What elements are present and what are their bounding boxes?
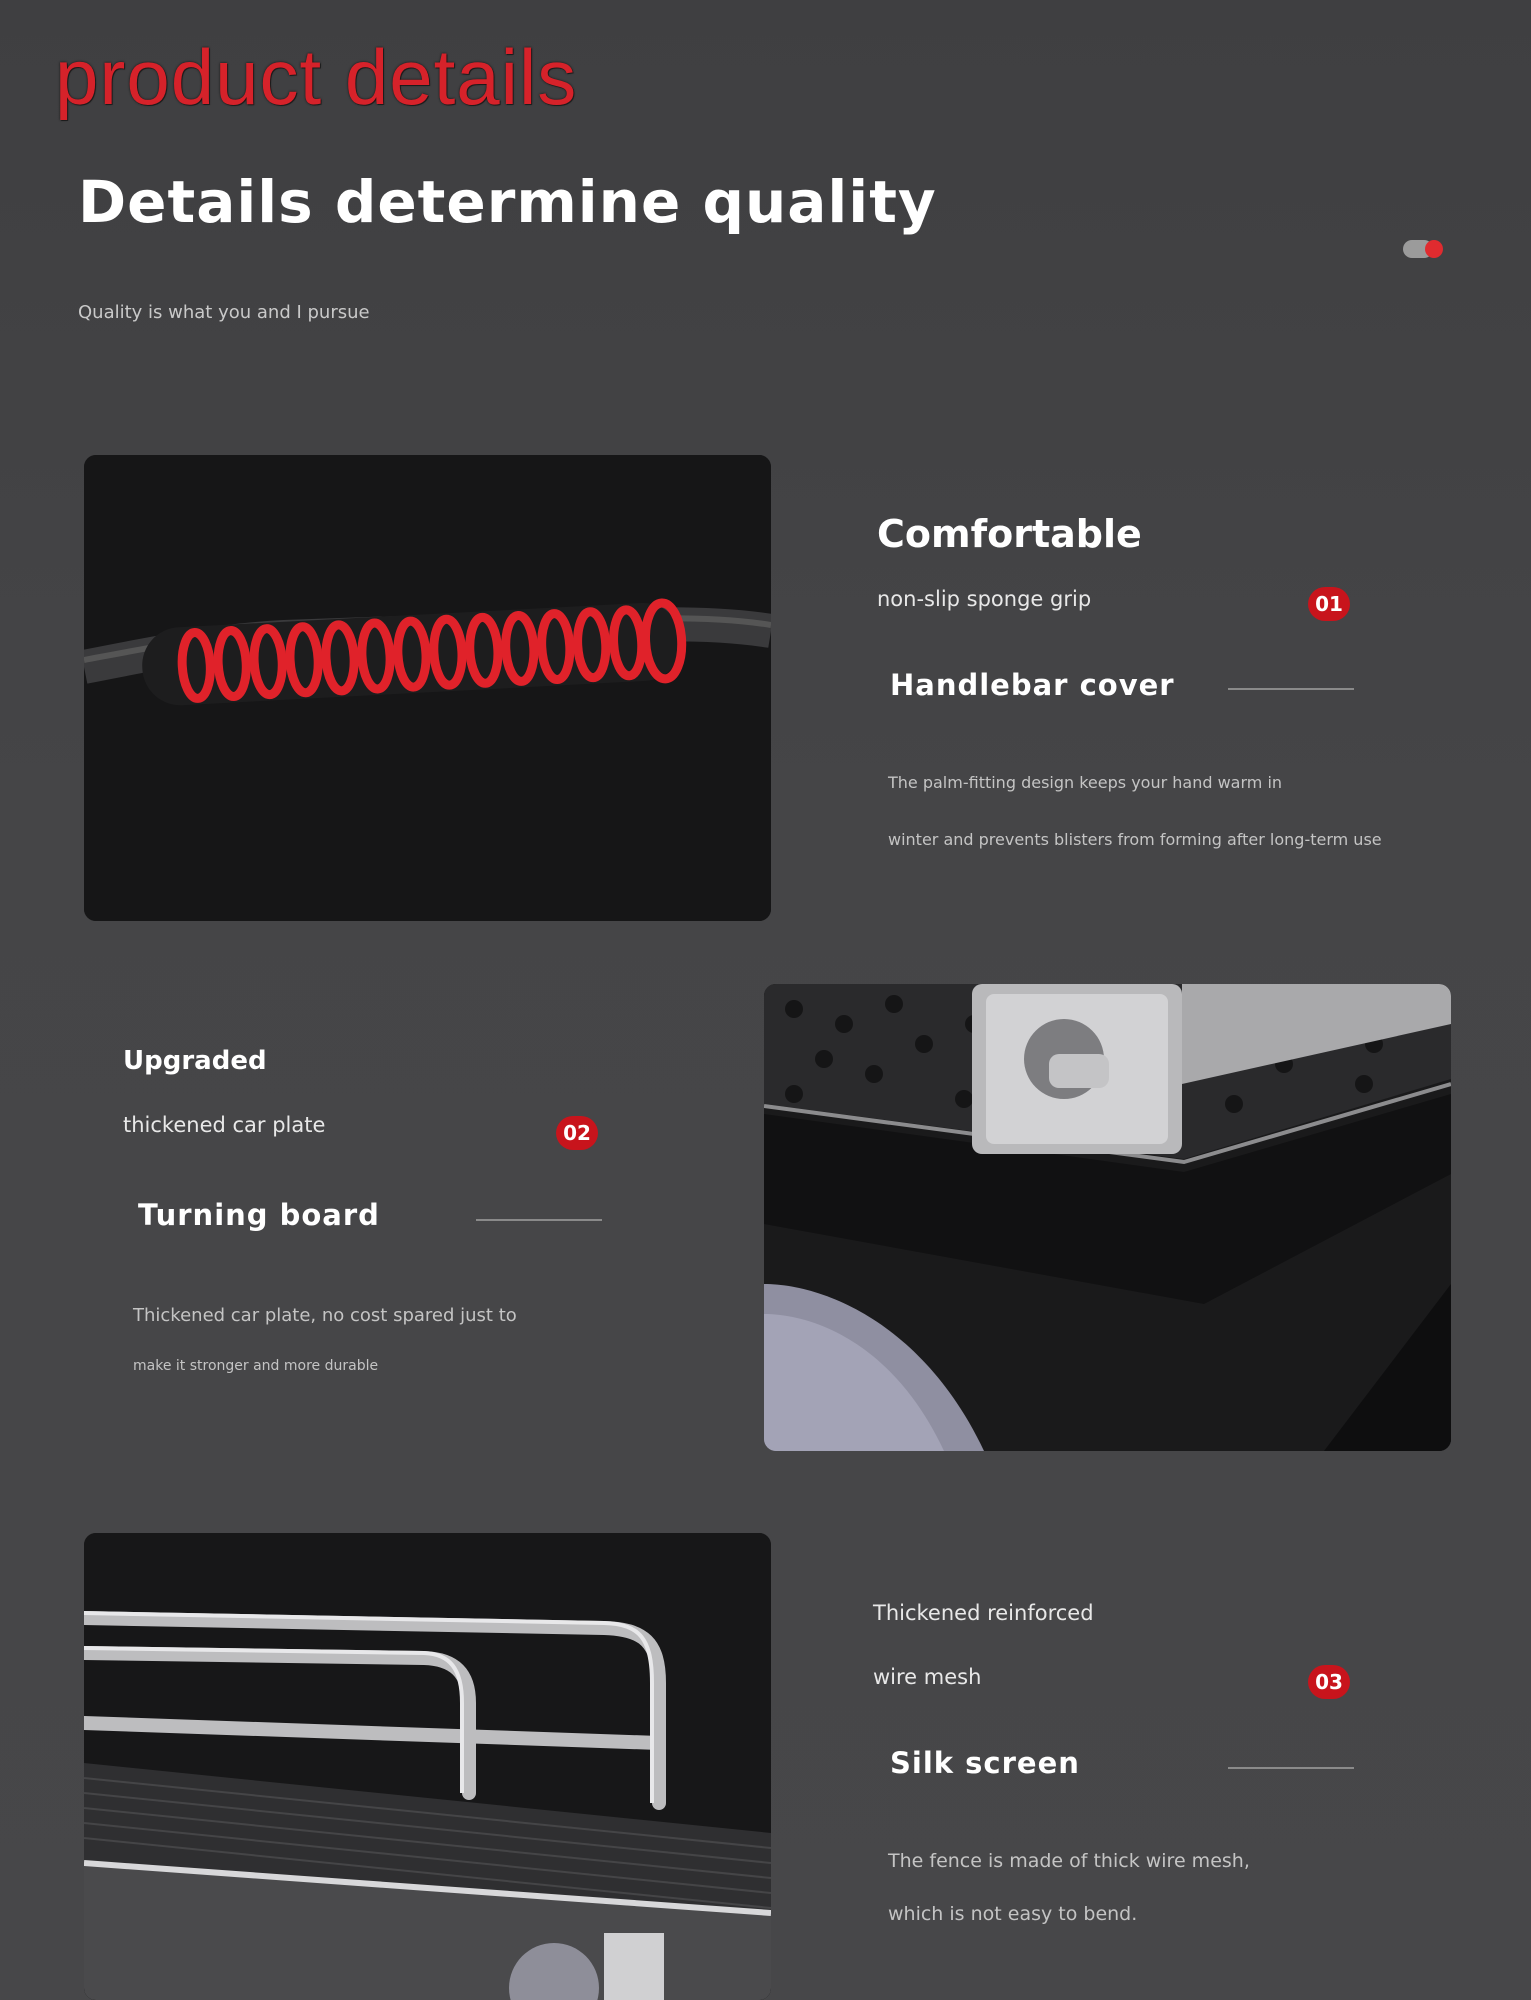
page-label: product details — [55, 33, 578, 121]
feature-1-title: Comfortable — [877, 512, 1142, 556]
feature-2-label: thickened car plate — [123, 1113, 326, 1137]
page-title: Details determine quality — [78, 168, 937, 236]
feature-1-desc-line1: The palm-fitting design keeps your hand warm in — [888, 773, 1283, 792]
handlebar-grip-image — [84, 455, 771, 921]
feature-3-divider — [1228, 1767, 1354, 1769]
feature-2-desc-line2: make it stronger and more durable — [133, 1358, 379, 1374]
feature-2-desc-line1: Thickened car plate, no cost spared just to — [133, 1305, 517, 1326]
feature-2-divider — [476, 1219, 602, 1221]
feature-3-desc-line1: The fence is made of thick wire mesh, — [888, 1850, 1250, 1872]
feature-2-badge: 02 — [556, 1116, 598, 1150]
feature-3-desc-line2: which is not easy to bend. — [888, 1903, 1138, 1925]
feature-3-label: wire mesh — [873, 1665, 982, 1689]
feature-3-badge: 03 — [1308, 1665, 1350, 1699]
feature-2-name: Turning board — [138, 1198, 380, 1232]
feature-3-title: Thickened reinforced — [873, 1601, 1094, 1625]
caster-wheel-image — [764, 984, 1451, 1451]
feature-1-desc-line2: winter and prevents blisters from forming after long-term use — [888, 830, 1382, 849]
page-subtitle: Quality is what you and I pursue — [78, 302, 370, 323]
feature-1-name: Handlebar cover — [890, 668, 1175, 702]
toggle-dots-icon — [1403, 238, 1455, 260]
wire-fence-image — [84, 1533, 771, 2000]
feature-1-badge: 01 — [1308, 587, 1350, 621]
feature-1-divider — [1228, 688, 1354, 690]
feature-3-name: Silk screen — [890, 1746, 1080, 1780]
feature-2-title: Upgraded — [123, 1046, 267, 1076]
feature-1-label: non-slip sponge grip — [877, 587, 1092, 611]
